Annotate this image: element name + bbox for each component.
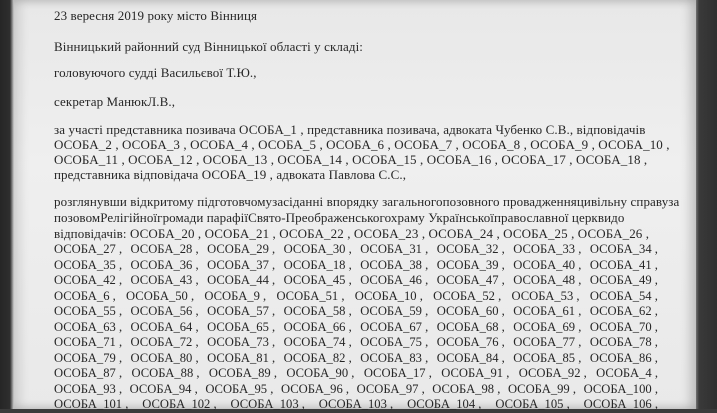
participation-line: представника відповідача ОСОБА_19 , адвоката Павлова С.С., xyxy=(54,167,407,182)
defendant-name: ОСОБА_44 , xyxy=(207,273,276,287)
defendant-name: ОСОБА_81 , xyxy=(207,350,276,365)
defendant-name: ОСОБА_86 , xyxy=(589,350,658,365)
defendant-name: ОСОБА_34 , xyxy=(589,242,658,256)
court-composition: Вінницький районний суд Вінницької області у складі: xyxy=(54,39,364,54)
defendant-name: ОСОБА_6 , xyxy=(54,288,116,303)
defendant-name: ОСОБА_59 , xyxy=(360,304,429,318)
defendants-row xyxy=(54,289,658,305)
defendant-name: ОСОБА_102 , xyxy=(142,397,217,411)
defendant-name: ОСОБА_84 , xyxy=(436,350,505,365)
date-place: 23 вересня 2019 року місто Вінниця xyxy=(54,8,258,23)
document-page xyxy=(14,0,696,409)
defendants-row xyxy=(54,242,658,258)
defendant-name: ОСОБА_83 , xyxy=(360,350,429,365)
defendant-name: ОСОБА_47 , xyxy=(436,273,505,287)
defendant-name: ОСОБА_48 , xyxy=(513,273,582,287)
defendant-name: ОСОБА_42 , xyxy=(54,273,123,287)
defendant-name: ОСОБА_101 , xyxy=(54,397,129,411)
participation-line: за участі представника позивача ОСОБА_1 , представника позивача, адвоката Чубенко С.В., відповідачів xyxy=(54,122,646,137)
defendant-name: ОСОБА_105 , xyxy=(495,397,570,411)
defendant-name: ОСОБА_82 , xyxy=(283,350,352,365)
defendant-name: ОСОБА_46 , xyxy=(360,273,429,287)
participation-line: ОСОБА_2 , ОСОБА_3 , ОСОБА_4 , ОСОБА_5 , ОСОБА_6 , ОСОБА_7 , ОСОБА_8 , ОСОБА_9 , ОСОБА_10 , xyxy=(54,137,670,152)
defendant-name: ОСОБА_106 , xyxy=(583,397,658,411)
defendant-name: ОСОБА_28 , xyxy=(130,242,199,256)
defendant-name: ОСОБА_68 , xyxy=(436,319,505,334)
defendant-name: ОСОБА_87 , xyxy=(54,366,123,380)
defendant-name: ОСОБА_72 , xyxy=(130,335,199,349)
defendant-name: ОСОБА_95 , xyxy=(205,381,274,396)
court-secretary: секретар МанюкЛ.В., xyxy=(54,94,176,109)
defendant-name: ОСОБА_77 , xyxy=(513,335,582,349)
defendant-name: ОСОБА_66 , xyxy=(283,319,352,334)
defendant-name: ОСОБА_74 , xyxy=(283,335,352,349)
defendant-name: ОСОБА_67 , xyxy=(360,319,429,334)
consideration-line: позовомРелігійноїгромади парафіїСвято-Преображенськогохраму Українськоїправославної церквидо xyxy=(54,210,625,225)
defendant-name: ОСОБА_89 , xyxy=(208,366,277,380)
defendant-name: ОСОБА_9 , xyxy=(204,288,267,303)
defendant-name: ОСОБА_54 , xyxy=(589,288,658,303)
defendants-row xyxy=(54,304,658,320)
defendant-name: ОСОБА_17 , xyxy=(363,366,432,380)
defendant-name: ОСОБА_32 , xyxy=(436,242,505,256)
defendant-name: ОСОБА_91 , xyxy=(441,366,510,380)
defendant-name: ОСОБА_94 , xyxy=(129,381,198,396)
defendant-name: ОСОБА_98 , xyxy=(432,381,501,396)
defendant-name: ОСОБА_49 , xyxy=(589,273,658,287)
defendant-name: ОСОБА_104 , xyxy=(407,397,482,411)
defendant-name: ОСОБА_99 , xyxy=(507,381,577,396)
defendant-name: ОСОБА_18 , xyxy=(283,257,352,272)
defendants-row xyxy=(54,320,658,336)
defendant-name: ОСОБА_38 , xyxy=(360,257,429,272)
defendant-name: ОСОБА_96 , xyxy=(280,381,350,396)
defendant-name: ОСОБА_76 , xyxy=(436,335,505,349)
defendant-name: ОСОБА_29 , xyxy=(207,242,276,256)
defendant-name: ОСОБА_57 , xyxy=(207,304,276,318)
defendant-name: ОСОБА_27 , xyxy=(54,242,123,256)
defendant-name: ОСОБА_97 , xyxy=(356,381,425,396)
consideration-line: відповідачів: ОСОБА_20 , ОСОБА_21 , ОСОБА_22 , ОСОБА_23 , ОСОБА_24 , ОСОБА_25 , ОСОБА_26 , xyxy=(54,226,650,241)
defendant-name: ОСОБА_100 , xyxy=(583,381,658,396)
defendant-name: ОСОБА_88 , xyxy=(131,366,200,380)
defendant-name: ОСОБА_37 , xyxy=(207,257,276,272)
defendant-name: ОСОБА_64 , xyxy=(130,319,199,334)
defendant-name: ОСОБА_60 , xyxy=(436,304,505,318)
defendant-name: ОСОБА_79 , xyxy=(54,350,123,365)
consideration-line: розглянувши відкритому підготовчомузасіданні впорядку загальногопозовного провадженняцивільну справуза xyxy=(54,194,680,209)
defendant-name: ОСОБА_65 , xyxy=(207,319,276,334)
presiding-judge: головуючого судді Васильєвої Т.Ю., xyxy=(54,65,257,80)
defendant-name: ОСОБА_90 , xyxy=(286,366,355,380)
defendant-name: ОСОБА_10 , xyxy=(354,288,423,303)
defendants-row xyxy=(54,273,658,289)
defendant-name: ОСОБА_35 , xyxy=(54,257,123,272)
defendant-name: ОСОБА_70 , xyxy=(589,319,658,334)
defendant-name: ОСОБА_50 , xyxy=(126,288,195,303)
defendant-name: ОСОБА_41 , xyxy=(589,257,658,272)
defendant-name: ОСОБА_75 , xyxy=(360,335,429,349)
defendant-name: ОСОБА_61 , xyxy=(513,304,582,318)
defendants-list xyxy=(54,242,658,413)
defendant-name: ОСОБА_52 , xyxy=(433,288,502,303)
defendant-name: ОСОБА_71 , xyxy=(54,335,123,349)
defendant-name: ОСОБА_62 , xyxy=(589,304,658,318)
defendant-name: ОСОБА_36 , xyxy=(130,257,199,272)
defendant-name: ОСОБА_85 , xyxy=(513,350,582,365)
defendant-name: ОСОБА_43 , xyxy=(130,273,199,287)
defendant-name: ОСОБА_73 , xyxy=(207,335,276,349)
defendants-row xyxy=(54,382,658,398)
defendant-name: ОСОБА_103 , xyxy=(318,397,394,411)
defendant-name: ОСОБА_4 , xyxy=(596,366,658,380)
defendants-row xyxy=(54,351,658,367)
defendant-name: ОСОБА_31 , xyxy=(360,242,429,256)
defendants-row xyxy=(54,258,658,274)
defendant-name: ОСОБА_103 , xyxy=(230,397,305,411)
defendant-name: ОСОБА_33 , xyxy=(513,242,582,256)
defendants-row xyxy=(54,366,658,382)
defendant-name: ОСОБА_55 , xyxy=(54,304,123,318)
defendant-name: ОСОБА_39 , xyxy=(436,257,505,272)
defendants-row xyxy=(54,397,658,413)
defendant-name: ОСОБА_63 , xyxy=(54,319,123,334)
defendant-name: ОСОБА_30 , xyxy=(283,242,352,256)
defendant-name: ОСОБА_78 , xyxy=(589,335,658,349)
defendant-name: ОСОБА_45 , xyxy=(283,273,352,287)
defendant-name: ОСОБА_58 , xyxy=(283,304,352,318)
defendant-name: ОСОБА_93 , xyxy=(54,381,123,396)
defendant-name: ОСОБА_56 , xyxy=(130,304,199,318)
participation-line: ОСОБА_11 , ОСОБА_12 , ОСОБА_13 , ОСОБА_14 , ОСОБА_15 , ОСОБА_16 , ОСОБА_17 , ОСОБА_18 , xyxy=(54,152,648,167)
defendant-name: ОСОБА_51 , xyxy=(276,288,345,303)
defendant-name: ОСОБА_53 , xyxy=(511,288,580,303)
defendant-name: ОСОБА_69 , xyxy=(513,319,582,334)
defendant-name: ОСОБА_92 , xyxy=(518,366,587,380)
defendant-name: ОСОБА_80 , xyxy=(130,350,199,365)
defendant-name: ОСОБА_40 , xyxy=(513,257,582,272)
defendants-row xyxy=(54,335,658,351)
